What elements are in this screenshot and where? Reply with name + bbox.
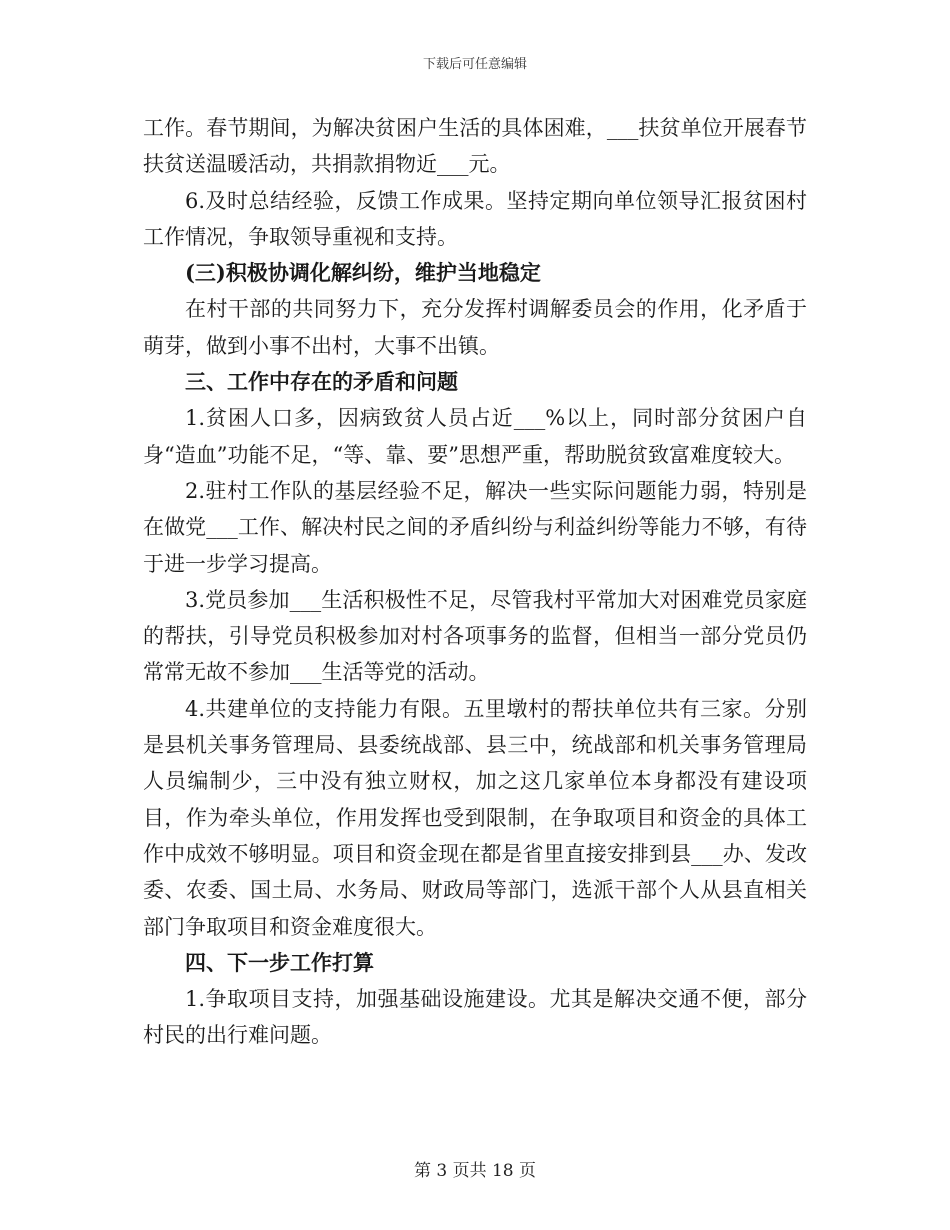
section-heading: 四、下一步工作打算 bbox=[185, 949, 374, 975]
page-footer: 第 3 页共 18 页 bbox=[413, 1161, 537, 1181]
paragraph: 工作。春节期间，为解决贫困户生活的具体困难，___扶贫单位开展春节扶贫送温暖活动，共捐款捐物近___元。 bbox=[143, 116, 807, 177]
document-body bbox=[143, 110, 807, 1054]
paragraph: 1.争取项目支持，加强基础设施建设。尤其是解决交通不便，部分村民的出行难问题。 bbox=[143, 987, 807, 1048]
paragraph: 2.驻村工作队的基层经验不足，解决一些实际问题能力弱，特别是在做党___工作、解决村民之间的矛盾纠纷与利益纠纷等能力不够，有待于进一步学习提高。 bbox=[143, 478, 807, 576]
section-heading: 三、工作中存在的矛盾和问题 bbox=[185, 369, 458, 395]
paragraph: 3.党员参加___生活积极性不足，尽管我村平常加大对困难党员家庭的帮扶，引导党员积极参加对村各项事务的监督，但相当一部分党员仍常常无故不参加___生活等党的活动。 bbox=[143, 587, 807, 685]
paragraph: 在村干部的共同努力下，充分发挥村调解委员会的作用，化矛盾于萌芽，做到小事不出村，大事不出镇。 bbox=[143, 297, 807, 358]
paragraph: 1.贫困人口多，因病致贫人员占近___%以上，同时部分贫困户自身“造血”功能不足，“等、靠、要”思想严重，帮助脱贫致富难度较大。 bbox=[143, 406, 807, 467]
paragraph: 4.共建单位的支持能力有限。五里墩村的帮扶单位共有三家。分别是县机关事务管理局、县委统战部、县三中，统战部和机关事务管理局人员编制少，三中没有独立财权，加之这几家单位本身都没有建设项目，作为牵头单位，作用发挥也受到限制，在争取项目和资金的具体工作中成效不够明显。项目和资金现在都是省里直接安排到县___办、发改委、农委、国土局、水务局、财政局等部门，选派干部个人从县直相关部门争取项目和资金难度很大。 bbox=[143, 696, 807, 939]
section-heading: (三)积极协调化解纠纷，维护当地稳定 bbox=[185, 260, 541, 286]
paragraph: 6.及时总结经验，反馈工作成果。坚持定期向单位领导汇报贫困村工作情况，争取领导重视和支持。 bbox=[143, 188, 807, 249]
header-note: 下载后可任意编辑 bbox=[422, 57, 527, 72]
